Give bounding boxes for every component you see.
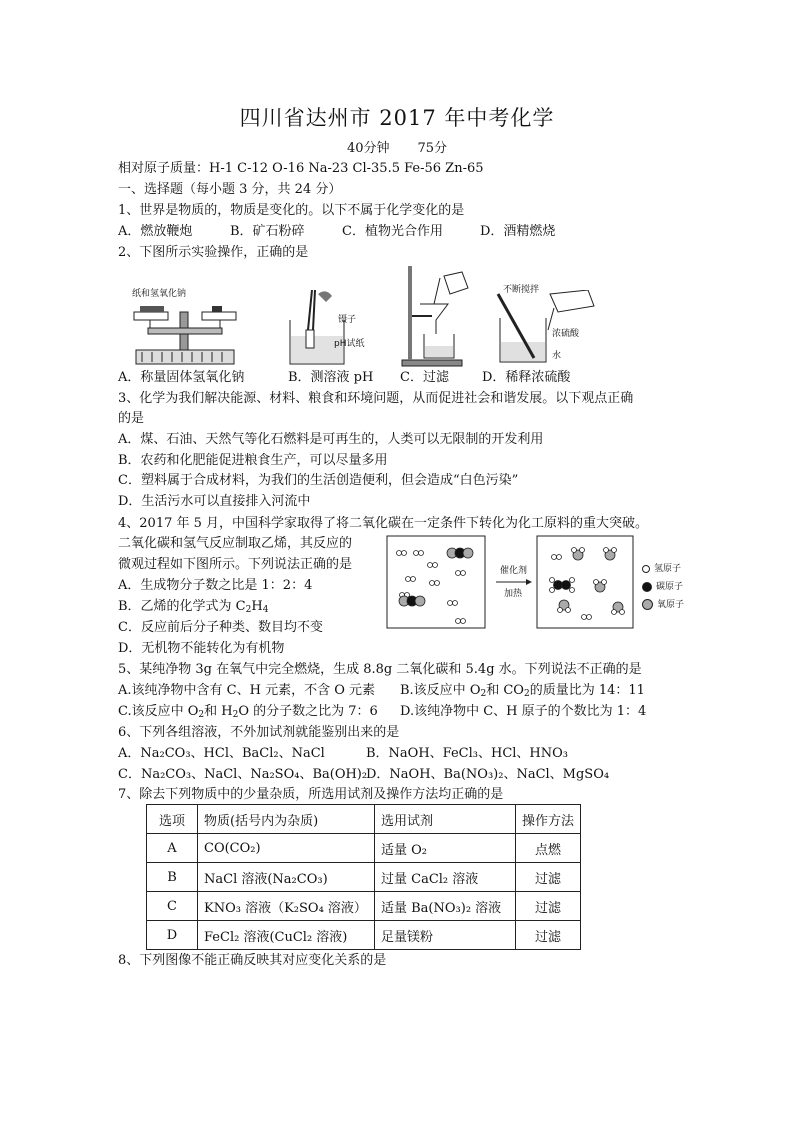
q7-table	[146, 804, 581, 950]
legend-carbon: 碳原子	[656, 582, 684, 592]
ph-test-figure	[282, 290, 372, 370]
q3-stem-cont: 的是	[118, 411, 145, 426]
q1-options	[118, 223, 555, 241]
q4-option-b: B．乙烯的化学式为 $C_2H_4$	[118, 599, 269, 615]
q3-option-c: C．塑料属于合成材料，为我们的生活创造便利，但会造成“白色污染”	[118, 473, 519, 488]
table-cell: KNO₃ 溶液（K₂SO₄ 溶液）	[198, 892, 375, 921]
table-cell: D	[147, 921, 198, 950]
q4-stem: 4、2017 年 5 月，中国科学家取得了将二氧化碳在一定条件下转化为化工原料的重大突破。	[118, 516, 649, 531]
stir-label: 不断搅拌	[503, 285, 540, 295]
exam-score: 75分	[417, 141, 448, 156]
q3-stem: 3、化学为我们解决能源、材料、粮食和环境问题，从而促进社会和谐发展。以下观点正确	[118, 391, 634, 406]
reaction-figure	[386, 535, 636, 631]
dilution-figure	[494, 290, 606, 370]
atom-legend	[642, 560, 684, 614]
q4-stem-cont2: 微观过程如下图所示。下列说法正确的是	[118, 557, 353, 572]
legend-oxygen: 氧原子	[657, 600, 685, 610]
table-cell: 过量 CaCl₂ 溶液	[375, 863, 516, 892]
q5-option-c: C.该反应中 $O_2$和 $H_2O$ 的分子数之比为 7：6	[118, 704, 378, 720]
q4-option-c: C．反应前后分子种类、数目均不变	[118, 620, 323, 635]
q4-option-a: A．生成物分子数之比是 1：2：4	[118, 578, 313, 593]
table-header-row	[147, 805, 581, 834]
q5-stem: 5、某纯净物 3g 在氧气中完全燃烧，生成 8.8g 二氧化碳和 5.4g 水。下列说法不正确的是	[118, 662, 642, 677]
q4-option-d: D．无机物不能转化为有机物	[118, 641, 285, 656]
balance-label: 纸和氢氧化钠	[132, 289, 187, 299]
tweezers-label: 镊子	[338, 315, 357, 325]
q1-option-c: C．植物光合作用	[342, 224, 443, 239]
table-cell: NaCl 溶液(Na₂CO₃)	[198, 863, 375, 892]
table-row	[147, 834, 581, 863]
table-row	[147, 921, 581, 950]
q6-option-a: A．Na₂CO₃、HCl、BaCl₂、NaCl	[118, 746, 325, 761]
q6-options-cd	[118, 766, 609, 784]
table-row	[147, 892, 581, 921]
ph-paper-label: pH试纸	[334, 339, 365, 349]
q5-option-d: D.该纯净物中 C、H 原子的个数比为 1：4	[400, 704, 647, 719]
table-row	[147, 863, 581, 892]
q5-option-a: A.该纯净物中含有 C、H 元素，不含 O 元素	[118, 683, 375, 698]
water-label: 水	[552, 351, 562, 361]
q2-option-c: C．过滤	[400, 370, 449, 385]
q6-options-ab	[118, 745, 568, 763]
table-cell: C	[147, 892, 198, 921]
table-cell: B	[147, 863, 198, 892]
table-cell: FeCl₂ 溶液(CuCl₂ 溶液)	[198, 921, 375, 950]
table-cell: 过滤	[516, 863, 581, 892]
arrow-label-heat: 加热	[504, 589, 523, 599]
q5-option-b: B.该反应中 $O_2$和 $CO_2$的质量比为 14：11	[400, 683, 645, 699]
q5-options-ab	[118, 682, 645, 700]
table-cell: 过滤	[516, 921, 581, 950]
table-cell: 过滤	[516, 892, 581, 921]
table-header: 选用试剂	[375, 805, 516, 834]
q1-stem: 1、世界是物质的，物质是变化的。以下不属于化学变化的是	[118, 203, 465, 218]
q8-stem: 8、下列图像不能正确反映其对应变化关系的是	[118, 953, 387, 968]
table-cell: 足量镁粉	[375, 921, 516, 950]
section-heading: 一、选择题（每小题 3 分，共 24 分）	[118, 182, 342, 197]
q1-option-b: B．矿石粉碎	[230, 224, 305, 239]
q2-option-a: A．称量固体氢氧化钠	[118, 370, 245, 385]
atomic-mass-line: 相对原子质量：H-1 C-12 O-16 Na-23 Cl-35.5 Fe-56 Zn-65	[118, 161, 484, 176]
q6-option-b: B．NaOH、FeCl₃、HCl、HNO₃	[366, 746, 569, 761]
q6-option-d: D．NaOH、Ba(NO₃)₂、NaCl、MgSO₄	[366, 767, 610, 782]
q6-option-c: C．Na₂CO₃、NaCl、Na₂SO₄、Ba(OH)₂	[118, 767, 368, 782]
q3-option-b: B．农药和化肥能促进粮食生产，可以尽量多用	[118, 453, 388, 468]
acid-label: 浓硫酸	[552, 329, 580, 339]
table-cell: CO(CO₂)	[198, 834, 375, 863]
q1-option-a: A．燃放鞭炮	[118, 224, 193, 239]
q3-option-d: D．生活污水可以直接排入河流中	[118, 494, 311, 509]
table-header: 物质(括号内为杂质)	[198, 805, 375, 834]
q7-stem: 7、除去下列物质中的少量杂质，所选用试剂及操作方法均正确的是	[118, 787, 504, 802]
table-header: 操作方法	[516, 805, 581, 834]
arrow-label-catalyst: 催化剂	[500, 566, 528, 576]
table-header: 选项	[147, 805, 198, 834]
page-title: 四川省达州市 2017 年中考化学	[239, 106, 555, 130]
exam-time: 40分钟	[346, 141, 390, 156]
table-cell: 适量 O₂	[375, 834, 516, 863]
q2-stem: 2、下图所示实验操作，正确的是	[118, 245, 309, 260]
q2-options	[118, 369, 570, 387]
table-cell: 适量 Ba(NO₃)₂ 溶液	[375, 892, 516, 921]
legend-hydrogen: 氢原子	[654, 564, 682, 574]
q2-option-b: B．测溶液 pH	[288, 370, 374, 385]
q1-option-d: D．酒精燃烧	[480, 224, 556, 239]
q2-option-d: D．稀释浓硫酸	[482, 370, 571, 385]
q3-option-a: A．煤、石油、天然气等化石燃料是可再生的，人类可以无限制的开发利用	[118, 432, 544, 447]
table-cell: A	[147, 834, 198, 863]
exam-subtitle	[0, 137, 794, 156]
filtration-figure	[396, 264, 478, 368]
table-cell: 点燃	[516, 834, 581, 863]
q5-options-cd	[118, 703, 646, 721]
q6-stem: 6、下列各组溶液，不外加试剂就能鉴别出来的是	[118, 725, 400, 740]
q4-stem-cont1: 二氧化碳和氢气反应制取乙烯，其反应的	[118, 536, 353, 551]
